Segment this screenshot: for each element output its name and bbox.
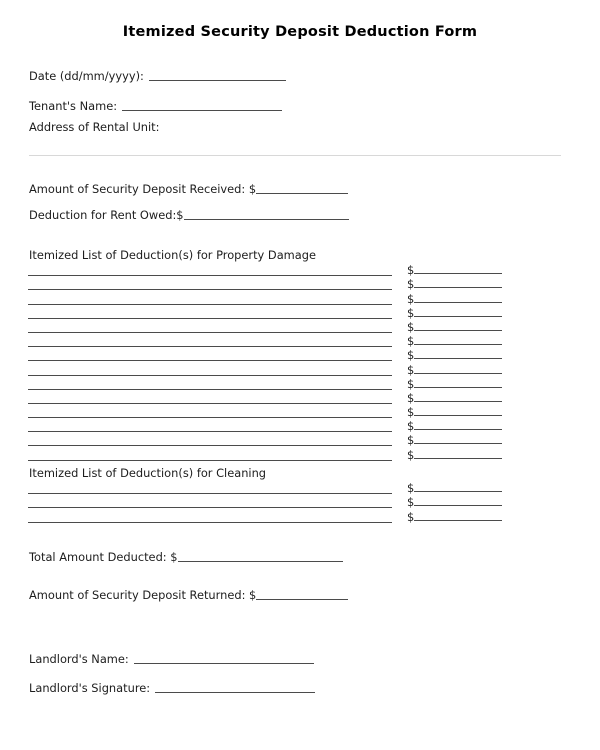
section-divider: [29, 155, 561, 156]
damage-item-amount-cell[interactable]: [407, 264, 502, 276]
currency-symbol-icon: $: [407, 390, 415, 405]
damage-item-amount-input-rule[interactable]: [414, 458, 502, 459]
damage-item-amount-input-rule[interactable]: [414, 443, 502, 444]
damage-item-amount-cell[interactable]: [407, 449, 502, 461]
damage-item-amount-cell[interactable]: [407, 364, 502, 376]
damage-item-amount-input-rule[interactable]: [414, 415, 502, 416]
damage-item-amount-input-rule[interactable]: [414, 429, 502, 430]
damage-item-amount-input-rule[interactable]: [414, 330, 502, 331]
field-deposit-returned[interactable]: [29, 588, 348, 602]
damage-item-amount-cell[interactable]: [407, 321, 502, 333]
damage-item-amount-input-rule[interactable]: [414, 316, 502, 317]
currency-symbol-icon: $: [407, 334, 415, 349]
field-landlord-name[interactable]: [29, 652, 314, 666]
page-title: Itemized Security Deposit Deduction Form: [122, 24, 478, 40]
damage-item-row: [0, 390, 600, 404]
currency-symbol-icon: $: [407, 348, 415, 363]
damage-item-row: [0, 361, 600, 375]
field-landlord-signature-input-rule[interactable]: [155, 692, 315, 693]
field-rental-address[interactable]: [29, 120, 159, 134]
damage-item-amount-cell[interactable]: [407, 406, 502, 418]
cleaning-item-amount-cell[interactable]: [407, 511, 502, 523]
field-deposit-received-input-rule[interactable]: [256, 193, 348, 194]
field-landlord-signature-label: Landlord's Signature:: [29, 681, 151, 695]
field-landlord-name-label: Landlord's Name:: [29, 652, 129, 666]
field-total-deducted-input-rule[interactable]: [178, 561, 343, 562]
cleaning-item-row: [0, 494, 600, 508]
damage-item-amount-cell[interactable]: [407, 335, 502, 347]
damage-item-row: [0, 290, 600, 304]
cleaning-item-amount-input-rule[interactable]: [414, 520, 502, 521]
cleaning-item-amount-input-rule[interactable]: [414, 491, 502, 492]
currency-symbol-icon: $: [407, 362, 415, 377]
field-deposit-returned-input-rule[interactable]: [256, 599, 348, 600]
damage-item-row: [0, 432, 600, 446]
currency-symbol-icon: $: [407, 405, 415, 420]
cleaning-item-description-input-rule[interactable]: [28, 522, 392, 523]
damage-item-amount-cell[interactable]: [407, 434, 502, 446]
currency-symbol-icon: $: [407, 376, 415, 391]
damage-item-amount-input-rule[interactable]: [414, 373, 502, 374]
damage-item-amount-cell[interactable]: [407, 293, 502, 305]
damage-item-amount-input-rule[interactable]: [414, 287, 502, 288]
damage-item-row: [0, 418, 600, 432]
field-date-input-rule[interactable]: [149, 80, 286, 81]
damage-item-row: [0, 262, 600, 276]
field-rent-owed-label: Deduction for Rent Owed:$: [29, 208, 184, 222]
damage-item-amount-cell[interactable]: [407, 307, 502, 319]
damage-itemized-rows: [0, 262, 600, 461]
currency-symbol-icon: $: [407, 433, 415, 448]
damage-item-amount-input-rule[interactable]: [414, 302, 502, 303]
cleaning-item-row: [0, 508, 600, 522]
field-total-deducted-label: Total Amount Deducted: $: [29, 550, 178, 564]
damage-item-amount-input-rule[interactable]: [414, 344, 502, 345]
damage-item-row: [0, 333, 600, 347]
damage-item-amount-cell[interactable]: [407, 378, 502, 390]
field-landlord-signature[interactable]: [29, 681, 315, 695]
currency-symbol-icon: $: [407, 277, 415, 292]
currency-symbol-icon: $: [407, 319, 415, 334]
damage-item-amount-input-rule[interactable]: [414, 387, 502, 388]
cleaning-item-amount-cell[interactable]: [407, 496, 502, 508]
cleaning-item-row: [0, 480, 600, 494]
field-date[interactable]: [29, 69, 286, 83]
field-rent-owed[interactable]: [29, 208, 349, 222]
currency-symbol-icon: $: [407, 291, 415, 306]
damage-item-row: [0, 305, 600, 319]
currency-symbol-icon: $: [407, 263, 415, 278]
field-rent-owed-input-rule[interactable]: [184, 219, 349, 220]
damage-item-amount-cell[interactable]: [407, 349, 502, 361]
damage-item-row: [0, 276, 600, 290]
field-total-deducted[interactable]: [29, 550, 343, 564]
damage-item-row: [0, 376, 600, 390]
currency-symbol-icon: $: [407, 495, 415, 510]
currency-symbol-icon: $: [407, 305, 415, 320]
cleaning-item-amount-input-rule[interactable]: [414, 505, 502, 506]
field-rental-address-label: Address of Rental Unit:: [29, 120, 160, 134]
damage-section-heading: Itemized List of Deduction(s) for Property Damage: [29, 248, 316, 262]
cleaning-itemized-rows: [0, 480, 600, 523]
cleaning-section-heading: Itemized List of Deduction(s) for Cleaning: [29, 466, 267, 480]
currency-symbol-icon: $: [407, 447, 415, 462]
field-deposit-received-label: Amount of Security Deposit Received: $: [29, 182, 257, 196]
damage-item-row: [0, 446, 600, 460]
cleaning-item-amount-cell[interactable]: [407, 482, 502, 494]
damage-item-amount-cell[interactable]: [407, 392, 502, 404]
field-date-label: Date (dd/mm/yyyy):: [29, 69, 144, 83]
field-deposit-returned-label: Amount of Security Deposit Returned: $: [29, 588, 257, 602]
field-tenant-name[interactable]: [29, 99, 282, 113]
damage-item-amount-input-rule[interactable]: [414, 273, 502, 274]
field-deposit-received[interactable]: [29, 182, 348, 196]
damage-item-row: [0, 404, 600, 418]
damage-item-amount-input-rule[interactable]: [414, 401, 502, 402]
currency-symbol-icon: $: [407, 509, 415, 524]
currency-symbol-icon: $: [407, 419, 415, 434]
field-tenant-name-label: Tenant's Name:: [29, 99, 118, 113]
damage-item-description-input-rule[interactable]: [28, 460, 392, 461]
damage-item-amount-cell[interactable]: [407, 278, 502, 290]
damage-item-row: [0, 347, 600, 361]
field-tenant-name-input-rule[interactable]: [122, 110, 282, 111]
damage-item-amount-input-rule[interactable]: [414, 358, 502, 359]
damage-item-amount-cell[interactable]: [407, 420, 502, 432]
field-landlord-name-input-rule[interactable]: [134, 663, 314, 664]
currency-symbol-icon: $: [407, 481, 415, 496]
damage-item-row: [0, 319, 600, 333]
